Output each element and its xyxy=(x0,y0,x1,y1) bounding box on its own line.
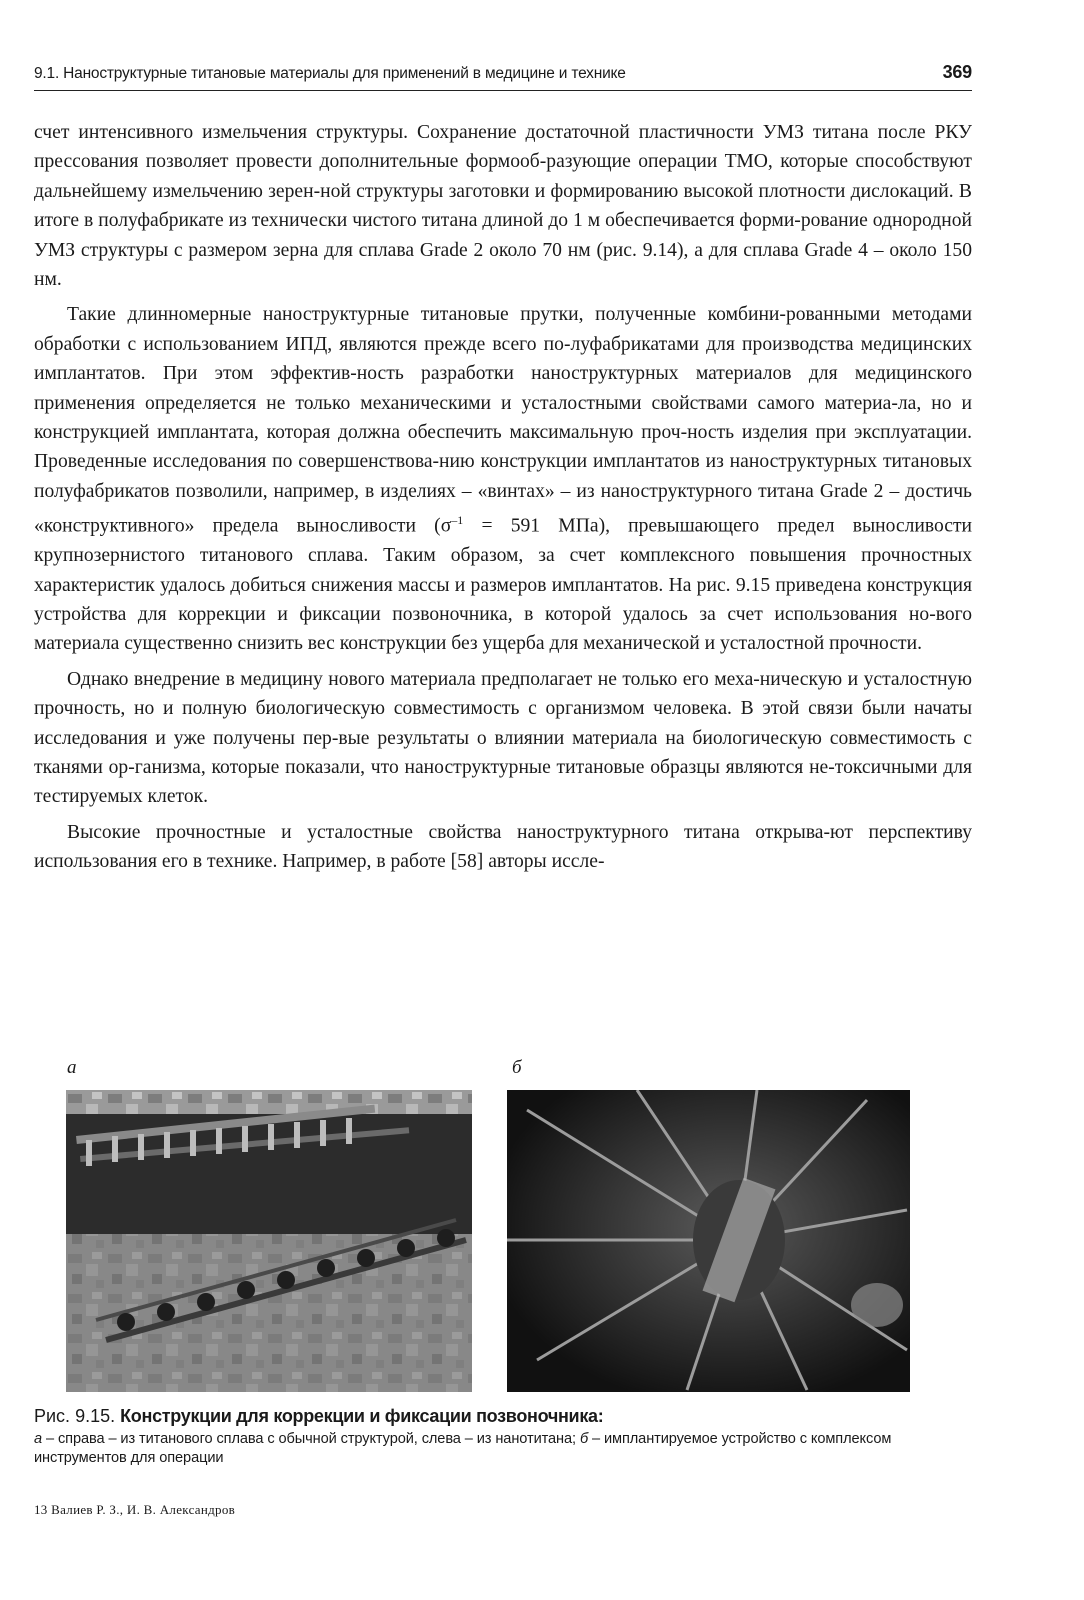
main-text xyxy=(34,118,972,877)
caption-title: Конструкции для коррекции и фиксации позвоночника: xyxy=(120,1406,604,1426)
paragraph-2-part-1: Такие длинномерные наноструктурные титановые прутки, полученные комбини-рованными методами обработки с использованием ИПД, являются прежде всего по-луфабрикатами для производства медицинских имплантатов. При этом эффектив-ность разработки наноструктурных материалов для медицинского применения определяется не только механическими и усталостными свойствами самого материа-ла, но и конструкцией имплантата, которая должна обеспечить максимальную проч-ность изделия при эксплуатации. Проведенные исследования по совершенствова-нию конструкции имплантатов из наноструктурных титановых полуфабрикатов позволили, например, в изделиях – «винтах» – из наноструктурного титана Grade 2 – достичь «конструктивного» предела выносливости (σ xyxy=(34,304,972,537)
spinal-implant-photo-b xyxy=(507,1090,910,1392)
figure-label-a: а xyxy=(67,1057,77,1078)
page-number: 369 xyxy=(942,62,972,82)
paragraph-3: Однако внедрение в медицину нового материала предполагает не только его меха-ническую и усталостную прочность, но и полную биологическую совместимость с организмом человека. В этой связи были начаты исследования и уже получены пер-вые результаты о влиянии материала на биологическую совместимость с тканями ор-ганизма, которые показали, что наноструктурные титановые образцы являются не-токсичными для тестируемых клеток. xyxy=(34,668,972,808)
caption-text-a: – справа – из титанового сплава с обычной структурой, слева – из нанотитана; xyxy=(42,1431,580,1447)
running-header xyxy=(34,62,972,83)
running-title: 9.1. Наноструктурные титановые материалы для применений в медицине и технике xyxy=(34,65,626,82)
caption-number: Рис. 9.15. xyxy=(34,1406,116,1426)
paragraph-4: Высокие прочностные и усталостные свойства наноструктурного титана открыва-ют перспективу использования его в технике. Например, в работе [58] авторы иссле- xyxy=(34,821,972,873)
figure-caption xyxy=(34,1404,972,1468)
sigma-superscript: –1 xyxy=(451,513,464,528)
header-rule xyxy=(34,90,972,91)
paragraph-1: счет интенсивного измельчения структуры. Сохранение достаточной пластичности УМЗ титана после РКУ прессования позволяет провести дополнительные формооб-разующие операции ТМО, которые способствуют дальнейшему измельчению зерен-ной структуры заготовки и формированию высокой плотности дислокаций. В итоге в полуфабрикате из технически чистого титана длиной до 1 м обеспечивается форми-рование однородной УМЗ структуры с размером зерна для сплава Grade 2 около 70 нм (рис. 9.14), а для сплава Grade 4 – около 150 нм. xyxy=(34,122,972,291)
caption-description xyxy=(34,1430,972,1468)
caption-title-line xyxy=(34,1404,972,1428)
caption-key-b: б xyxy=(579,1431,589,1447)
caption-key-a: а xyxy=(34,1431,43,1447)
footer-signature: 13 Валиев Р. З., И. В. Александров xyxy=(34,1502,236,1517)
caption-text-b: – имплантируемое устройство с комплексом инструментов для операции xyxy=(34,1431,892,1466)
figure-photo-b xyxy=(507,1090,910,1392)
paragraph-2-part-2: = 591 МПа), превышающего предел выносливости крупнозернистого титанового сплава. Таким образом, за счет комплексного повышения прочностных характеристик удалось добиться снижения массы и размеров имплантатов. На рис. 9.15 приведена конструкция устройства для коррекции и фиксации позвоночника, в которой удалось за счет использования но-вого материала существенно снизить вес конструкции без ущерба для механической и усталостной прочности. xyxy=(34,515,972,655)
figure-label-b: б xyxy=(512,1057,522,1078)
figure-photo-a xyxy=(66,1090,472,1392)
paragraph-2 xyxy=(34,300,972,658)
spinal-implant-photo-a xyxy=(66,1090,472,1392)
